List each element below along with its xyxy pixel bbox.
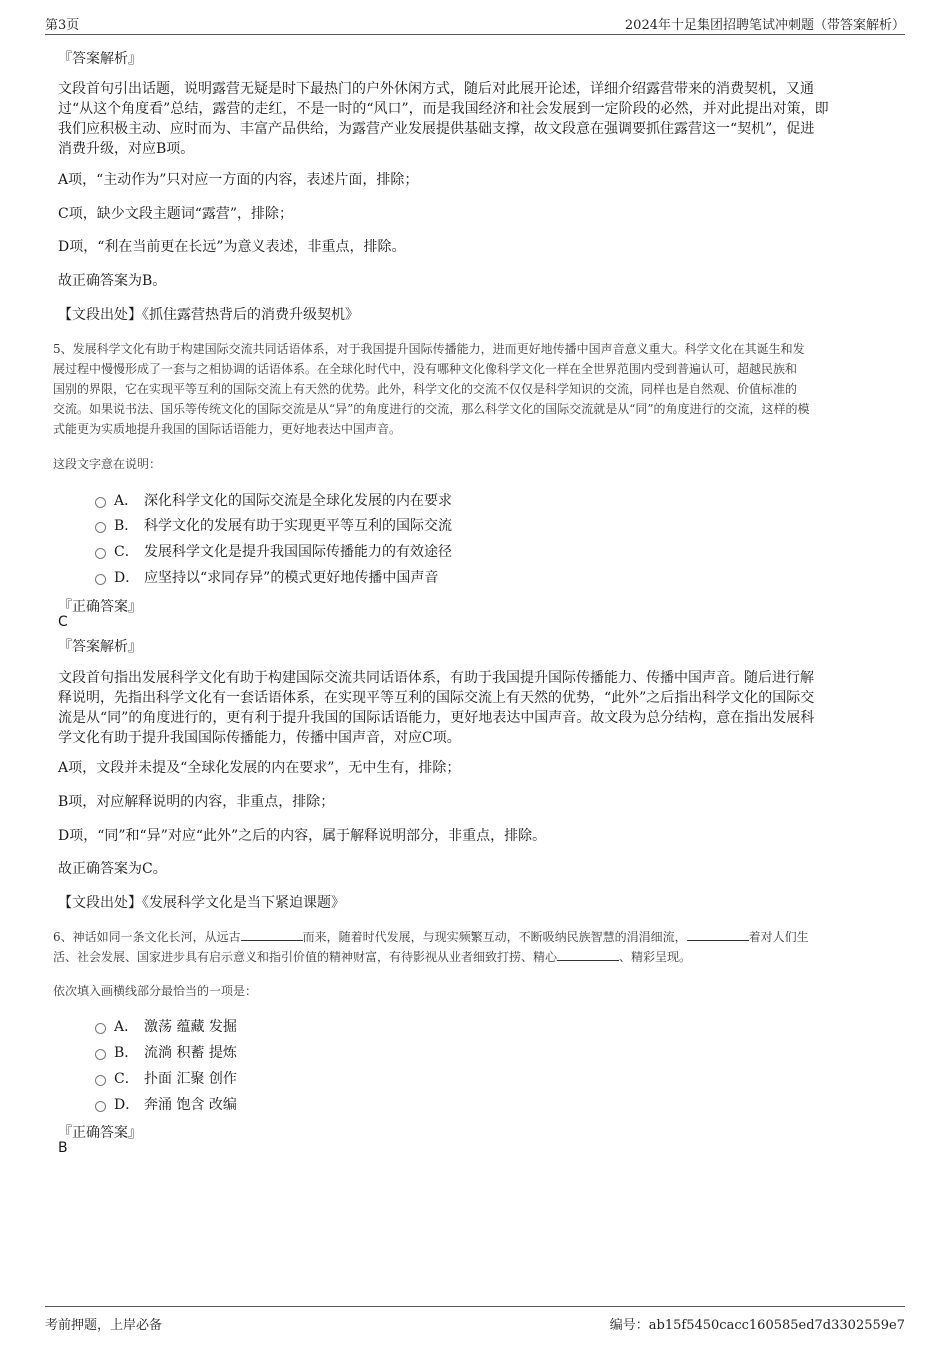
fill-blank-2: [687, 928, 749, 941]
option-letter: A．: [114, 1019, 139, 1035]
q6-option-c[interactable]: [95, 1068, 237, 1090]
q5-analysis-line: 释说明，先指出科学文化有一套话语体系，在实现平等互利的国际交流上有天然的优势，“此外”之后指出科学文化的国际交: [58, 690, 815, 706]
option-letter: B．: [114, 518, 139, 534]
q5-stem-line: 式能更为实质地提升我国的国际话语能力，更好地表达中国声音。: [53, 422, 402, 436]
q5-analysis-line: 学文化有助于提升我国国际传播能力，传播中国声音，对应C项。: [58, 730, 461, 746]
option-letter: C．: [114, 544, 139, 560]
q5-note-a: A项，文段并未提及“全球化发展的内在要求”，无中生有，排除；: [58, 760, 461, 776]
option-text: 流淌 积蓄 提炼: [144, 1045, 237, 1061]
q5-option-d[interactable]: [95, 567, 438, 589]
q5-stem-line: 国别的界限，它在实现平等互利的国际交流上有天然的优势。此外，科学文化的交流不仅仅是科学知识的交流，同样也是自然观、价值标准的: [53, 382, 798, 396]
fill-blank-1: [241, 928, 303, 941]
q5-stem-line: 交流。如果说书法、国乐等传统文化的国际交流是从“异”的角度进行的交流，那么科学文化的国际交流就是从“同”的角度进行的交流，这样的模: [53, 402, 810, 416]
q4-analysis-line: 过“从这个角度看”总结，露营的走红，不是一时的“风口”，而是我国经济和社会发展到一定阶段的必然，并对此提出对策，即: [58, 101, 829, 117]
q5-analysis-label: 『答案解析』: [58, 639, 142, 655]
q6-stem-line: [53, 947, 895, 967]
q5-analysis-line: 文段首句指出发展科学文化有助于构建国际交流共同话语体系，有助于我国提升国际传播能力、传播中国声音。随后进行解: [58, 670, 814, 686]
q5-analysis-text: [58, 668, 894, 748]
q4-source: 【文段出处】《抓住露营热背后的消费升级契机》: [58, 307, 359, 323]
q4-analysis-label: 『答案解析』: [58, 51, 142, 67]
fill-blank-3: [557, 948, 619, 961]
option-letter: D．: [114, 1097, 140, 1113]
option-letter: C．: [114, 1071, 139, 1087]
option-text: 科学文化的发展有助于实现更平等互利的国际交流: [144, 518, 452, 534]
option-text: 应坚持以“求同存异”的模式更好地传播中国声音: [144, 570, 439, 586]
q6-option-d[interactable]: [95, 1094, 237, 1116]
q4-note-c: C项，缺少文段主题词“露营”，排除；: [58, 206, 294, 222]
page-footer: [45, 1306, 905, 1337]
q5-option-b[interactable]: [95, 515, 452, 537]
q5-option-a[interactable]: [95, 490, 452, 512]
radio-icon[interactable]: [95, 1049, 106, 1060]
radio-icon[interactable]: [95, 522, 106, 533]
option-text: 深化科学文化的国际交流是全球化发展的内在要求: [144, 493, 452, 509]
q4-analysis-line: 文段首句引出话题，说明露营无疑是时下最热门的户外休闲方式，随后对此展开论述，详细介绍露营带来的消费契机，又通: [58, 81, 814, 97]
radio-icon[interactable]: [95, 548, 106, 559]
q6-stem-text: 6、神话如同一条文化长河，从远古: [53, 930, 241, 944]
q5-stem-line: 5、发展科学文化有助于构建国际交流共同话语体系，对于我国提升国际传播能力，进而更好地传播中国声音意义重大。科学文化在其诞生和发: [53, 342, 805, 356]
q6-answer: B: [58, 1140, 68, 1156]
q4-analysis-line: 我们应积极主动、应时而为、丰富产品供给，为露营产业发展提供基础支撑，故文段意在强调要抓住露营这一“契机”，促进: [58, 121, 815, 137]
q5-note-b: B项，对应解释说明的内容，非重点，排除；: [58, 794, 335, 810]
q5-prompt: 这段文字意在说明：: [53, 457, 162, 471]
q5-stem: [53, 339, 895, 439]
radio-icon[interactable]: [95, 1075, 106, 1086]
option-text: 发展科学文化是提升我国国际传播能力的有效途径: [144, 544, 452, 560]
radio-icon[interactable]: [95, 1101, 106, 1112]
footer-slogan: 考前押题，上岸必备: [45, 1318, 163, 1333]
radio-icon[interactable]: [95, 574, 106, 585]
q5-option-c[interactable]: [95, 541, 452, 563]
document-code: 编号：ab15f5450cacc160585ed7d3302559e7: [609, 1318, 905, 1333]
q5-answer-label: 『正确答案』: [58, 599, 142, 615]
q6-option-b[interactable]: [95, 1042, 237, 1064]
page-number: 第3页: [45, 18, 80, 33]
q5-note-d: D项，“同”和“异”对应“此外”之后的内容，属于解释说明部分，非重点，排除。: [58, 828, 547, 844]
document-title: 2024年十足集团招聘笔试冲刺题（带答案解析）: [624, 18, 905, 33]
q6-prompt: 依次填入画横线部分最恰当的一项是：: [53, 984, 258, 998]
radio-icon[interactable]: [95, 497, 106, 508]
q6-answer-label: 『正确答案』: [58, 1125, 142, 1141]
q6-stem-text: 着对人们生: [748, 930, 809, 944]
q6-option-a[interactable]: [95, 1016, 237, 1038]
option-letter: B．: [114, 1045, 139, 1061]
q5-analysis-line: 流是从“同”的角度进行的，更有利于提升我国的国际话语能力，更好地表达中国声音。故文段为总分结构，意在指出发展科: [58, 710, 815, 726]
q6-stem-line: [53, 927, 895, 947]
option-text: 激荡 蕴藏 发掘: [144, 1019, 237, 1035]
option-text: 扑面 汇聚 创作: [144, 1071, 237, 1087]
q6-stem-text: 活、社会发展、国家进步具有启示意义和指引价值的精神财富，有待影视从业者细致打捞、精心: [53, 950, 558, 964]
option-text: 奔涌 饱含 改编: [144, 1097, 237, 1113]
q6-stem-text: 而来，随着时代发展，与现实频繁互动，不断吸纳民族智慧的涓涓细流，: [302, 930, 687, 944]
q4-analysis-text: [58, 79, 894, 159]
q4-note-d: D项，“利在当前更在长远”为意义表述，非重点，排除。: [58, 239, 406, 255]
q5-conclusion: 故正确答案为C。: [58, 861, 167, 877]
page-header: [45, 12, 905, 35]
q6-stem-text: 、精彩呈现。: [619, 950, 692, 964]
option-letter: A．: [114, 493, 139, 509]
radio-icon[interactable]: [95, 1023, 106, 1034]
option-letter: D．: [114, 570, 140, 586]
q5-answer: C: [58, 614, 68, 630]
q4-analysis-line: 消费升级，对应B项。: [58, 141, 195, 157]
q5-stem-line: 展过程中慢慢形成了一套与之相协调的话语体系。在全球化时代中，没有哪种文化像科学文化一样在全世界范围内受到普遍认可，超越民族和: [53, 362, 798, 376]
q4-note-a: A项，“主动作为”只对应一方面的内容，表述片面，排除；: [58, 172, 419, 188]
q6-stem: [53, 927, 895, 967]
q5-source: 【文段出处】《发展科学文化是当下紧迫课题》: [58, 895, 345, 911]
q4-conclusion: 故正确答案为B。: [58, 273, 167, 289]
